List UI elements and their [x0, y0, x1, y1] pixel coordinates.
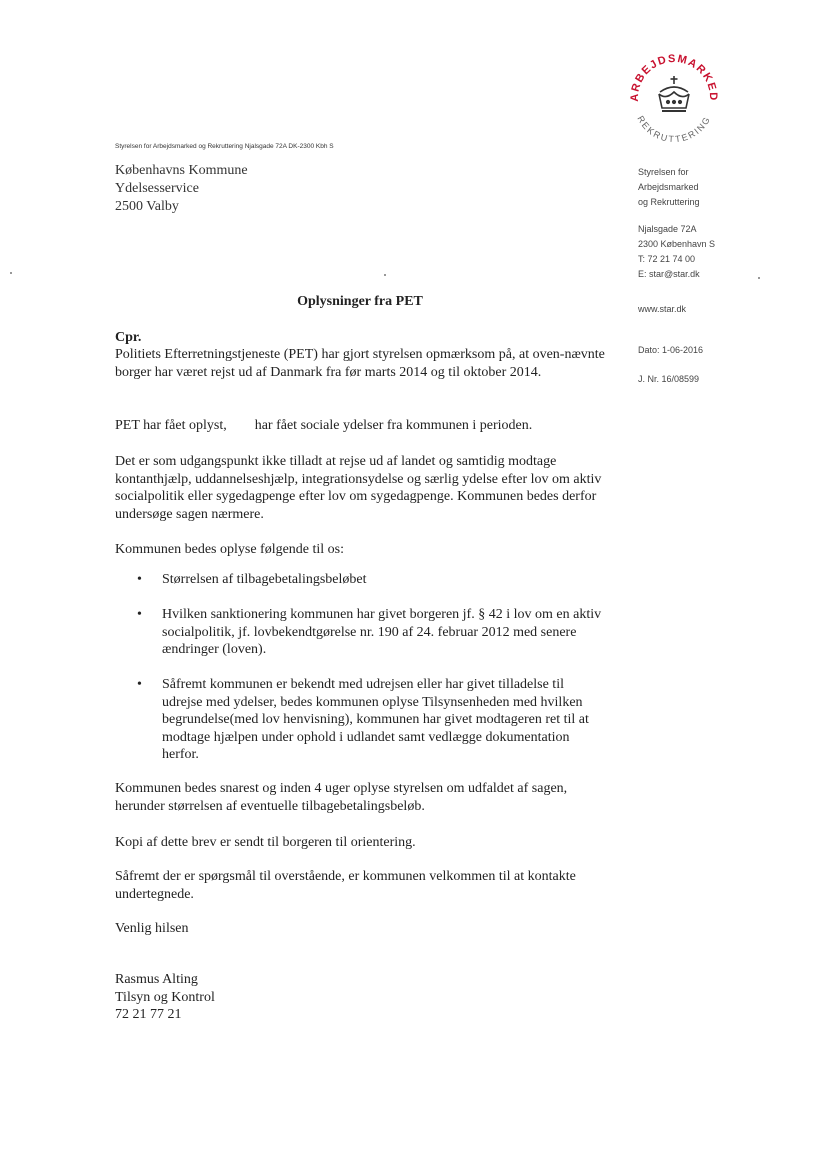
bullet-icon: •	[137, 607, 142, 622]
recipient-address	[115, 162, 248, 216]
paragraph-questions: Såfremt der er spørgsmål til overstående, er kommunen velkommen til at kontakte undertegnede.	[115, 869, 576, 902]
letter-title: Oplysninger fra PET	[297, 294, 423, 309]
signature-department: Tilsyn og Kontrol	[115, 989, 215, 1005]
signature-name: Rasmus Alting	[115, 972, 198, 987]
sender-address-line: Styrelsen for Arbejdsmarked og Rekruttering Njalsgade 72A DK-2300 Kbh S	[115, 143, 334, 150]
list-item	[115, 676, 605, 764]
side-organisation	[638, 165, 700, 210]
star-logo	[618, 42, 730, 154]
cpr-label: Cpr.	[115, 330, 142, 345]
bullet-icon: •	[137, 572, 142, 587]
scan-speck	[384, 274, 386, 276]
recipient-line: Københavns Kommune	[115, 163, 248, 178]
logo-ring-bottom-text: REKRUTTERING	[635, 114, 713, 145]
bullet-icon: •	[137, 677, 142, 692]
closing-greeting: Venlig hilsen	[115, 921, 189, 936]
scan-speck	[10, 272, 12, 274]
side-address-city: 2300 København S	[638, 239, 716, 249]
paragraph-copy: Kopi af dette brev er sendt til borgeren til orientering.	[115, 835, 416, 850]
list-item-text: Såfremt kommunen er bekendt med udrejsen eller har givet tilladelse til udrejse med ydelser, bedes kommunen oplyse Tilsynsenheden med hvilken begrundelse(med lov henvisning), kommunen har givet modtageren ret til at modtage hjælpen under ophold i udlandet samt vedlægge dokumentation herfor.	[162, 677, 589, 762]
side-address-street: Njalsgade 72A	[638, 224, 697, 234]
signature-block	[115, 971, 215, 1024]
list-item	[115, 606, 605, 659]
paragraph-request: Kommunen bedes oplyse følgende til os:	[115, 542, 345, 557]
side-website: www.star.dk	[638, 304, 687, 314]
side-org-line: Styrelsen for	[638, 167, 689, 177]
paragraph-intro: Politiets Efterretningstjeneste (PET) har gjort styrelsen opmærksom på, at oven-nævnte borger har været rejst ud af Danmark fra før marts 2014 og til oktober 2014.	[115, 347, 605, 380]
side-email: E: star@star.dk	[638, 269, 700, 279]
list-item-text: Størrelsen af tilbagebetalingsbeløbet	[162, 572, 367, 587]
paragraph-rules: Det er som udgangspunkt ikke tilladt at rejse ud af landet og samtidig modtage kontanthjælp, uddannelseshjælp, integrationsydelse og særlig ydelse efter lov om aktiv socialpolitik eller sygedagpenge efter lov om sygedagpenge. Kommunen bedes derfor undersøge sagen nærmere.	[115, 454, 602, 522]
paragraph-deadline: Kommunen bedes snarest og inden 4 uger oplyse styrelsen om udfaldet af sagen, herunder størrelsen af eventuelle tilbagebetalingsbeløb.	[115, 781, 568, 814]
list-item-text: Hvilken sanktionering kommunen har givet borgeren jf. § 42 i lov om en aktiv socialpolitik, jf. lovbekendtgørelse nr. 190 af 24. februar 2012 med senere ændringer (loven).	[162, 607, 602, 657]
paragraph-pet-info: PET har fået oplyst, har fået sociale ydelser fra kommunen i perioden.	[115, 418, 533, 433]
side-org-line: Arbejdsmarked	[638, 182, 699, 192]
side-contact	[638, 222, 715, 282]
side-phone: T: 72 21 74 00	[638, 254, 696, 264]
crown-icon	[659, 76, 689, 111]
recipient-line: Ydelsesservice	[115, 181, 199, 196]
request-list	[115, 571, 605, 764]
journal-number: J. Nr. 16/08599	[638, 374, 700, 384]
logo-ring-top-text: ARBEJDSMARKED	[628, 52, 720, 102]
side-org-line: og Rekruttering	[638, 197, 700, 207]
list-item	[115, 571, 605, 589]
scan-speck	[758, 277, 760, 279]
letter-date: Dato: 1-06-2016	[638, 345, 704, 355]
recipient-line: 2500 Valby	[115, 199, 179, 214]
signature-phone: 72 21 77 21	[115, 1007, 182, 1022]
